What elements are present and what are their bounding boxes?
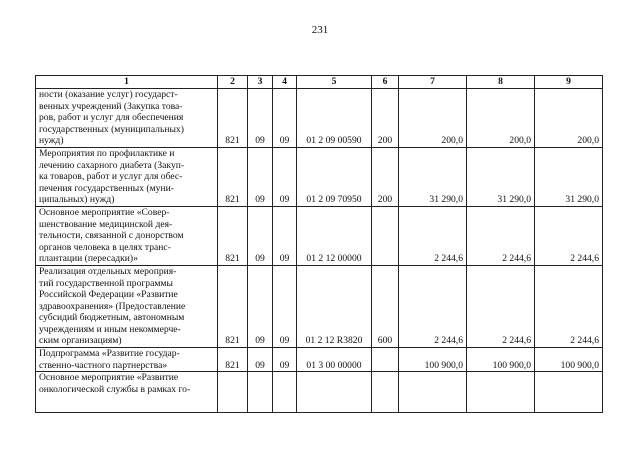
table-row [36,265,603,347]
row-name-line: ским организациям) [39,335,122,347]
table-cell: 2 244,6 [467,206,535,265]
row-name-line: учреждениям и иным некоммерче- [39,323,181,335]
column-header-2: 2 [218,76,248,89]
row-name-line: государственных (муниципальных) [39,123,184,135]
table-cell [372,348,399,372]
row-name-line: ров, работ и услуг для обеспечения [39,112,184,124]
table-cell: 09 [273,147,297,206]
column-header-5: 5 [297,76,372,89]
table-cell: 09 [273,89,297,148]
table-cell: 200,0 [467,89,535,148]
row-name-line: здравоохранения» (Предоставление [39,300,186,312]
row-name-line: Основное мероприятие «Совер- [39,206,170,218]
table-cell: 821 [218,89,248,148]
row-name-line: печения государственных (муни- [39,182,174,194]
table-cell [273,372,297,413]
table-cell: 100 900,0 [535,348,603,372]
table-cell: 2 244,6 [467,265,535,347]
table-cell: 09 [248,147,273,206]
table-cell: 200,0 [399,89,467,148]
column-header-3: 3 [248,76,273,89]
table-cell [372,206,399,265]
row-name-line: Мероприятия по профилактике и [39,147,175,159]
table-cell: 09 [248,348,273,372]
table-cell: 01 2 09 00590 [297,89,372,148]
row-name-line: Реализация отдельных мероприя- [39,265,177,277]
table-cell [535,372,603,413]
table-cell: 2 244,6 [535,265,603,347]
table-cell: 31 290,0 [467,147,535,206]
table-row [36,372,603,413]
table-cell: 09 [273,265,297,347]
table-row [36,147,603,206]
table-cell: 821 [218,206,248,265]
table-row [36,206,603,265]
table-cell: 100 900,0 [467,348,535,372]
table-cell: 200 [372,147,399,206]
row-name-line: лечению сахарного диабета (Закуп- [39,159,185,171]
row-name-cell [36,372,218,413]
table-cell: 31 290,0 [399,147,467,206]
row-name-line: Подпрограмма «Развитие государ- [39,348,180,360]
row-name-cell [36,265,218,347]
table-cell: 821 [218,348,248,372]
row-name-line: венных учреждений (Закупка това- [39,100,183,112]
table-cell: 2 244,6 [399,206,467,265]
table-cell: 2 244,6 [535,206,603,265]
row-name-line: ципальных) нужд) [39,194,115,206]
table-cell [248,372,273,413]
row-name-line: Российской Федерации «Развитие [39,289,178,301]
column-header-4: 4 [273,76,297,89]
column-header-6: 6 [372,76,399,89]
table-row [36,89,603,148]
table-cell: 01 2 12 00000 [297,206,372,265]
column-header-7: 7 [399,76,467,89]
table-cell: 821 [218,147,248,206]
table-cell: 200 [372,89,399,148]
row-name-line: субсидий бюджетным, автономным [39,312,185,324]
row-name-line: плантации (пересадки)» [39,253,138,265]
page-number: 231 [311,24,329,36]
table-row [36,348,603,372]
table-cell: 01 2 09 70950 [297,147,372,206]
column-header-8: 8 [467,76,535,89]
table-cell: 200,0 [535,89,603,148]
row-name-line: ственно-частного партнерства» [39,359,168,371]
table-cell: 09 [273,206,297,265]
table-cell: 2 244,6 [399,265,467,347]
table-cell: 600 [372,265,399,347]
table-cell [372,372,399,413]
column-header-9: 9 [535,76,603,89]
row-name-line: ности (оказание услуг) государст- [39,89,178,100]
row-name-line: онкологической службы в рамках го- [39,383,191,395]
row-name-line: нужд) [39,135,64,147]
table-cell [399,372,467,413]
table-cell: 09 [248,206,273,265]
row-name-line: шенствование медицинской дея- [39,218,173,230]
row-name-cell [36,206,218,265]
table-cell: 100 900,0 [399,348,467,372]
table-cell: 01 3 00 00000 [297,348,372,372]
table-cell: 01 2 12 R3820 [297,265,372,347]
table-cell [467,372,535,413]
table-cell: 821 [218,265,248,347]
row-name-line: ка товаров, работ и услуг для обес- [39,171,183,183]
row-name-cell [36,147,218,206]
table-body [36,89,603,413]
table-cell: 09 [273,348,297,372]
row-name-line: тий государственной программы [39,277,173,289]
table-cell [297,372,372,413]
table-cell: 31 290,0 [535,147,603,206]
row-name-cell [36,89,218,148]
column-header-1: 1 [36,76,218,89]
table-cell: 09 [248,89,273,148]
row-name-cell [36,348,218,372]
row-name-line: Основное мероприятие «Развитие [39,372,179,384]
row-name-line: тельности, связанной с донорством [39,230,184,242]
budget-table [35,75,603,413]
row-name-line: органов человека в целях транс- [39,241,171,253]
table-cell: 09 [248,265,273,347]
table-cell [218,372,248,413]
table-header-row [36,76,603,89]
